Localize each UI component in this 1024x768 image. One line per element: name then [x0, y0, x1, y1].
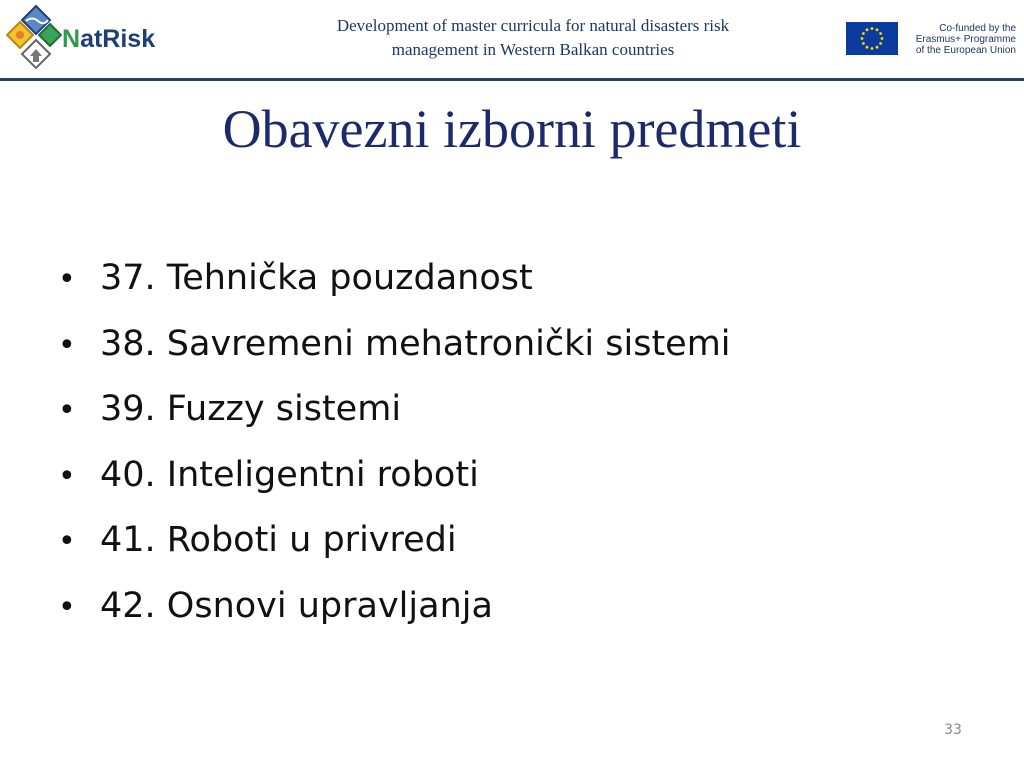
list-item-text: 42. Osnovi upravljanja — [100, 585, 493, 626]
list-item — [58, 246, 731, 312]
eu-cofunding-text — [904, 23, 1016, 56]
list-item — [58, 377, 731, 443]
eu-flag-icon — [846, 22, 898, 55]
bullet-icon: • — [58, 458, 76, 494]
bullet-icon: • — [58, 262, 76, 297]
eu-text-line-3: of the European Union — [915, 45, 1016, 56]
header-divider — [0, 78, 1024, 81]
logo-wordmark: NatRisk — [62, 25, 156, 53]
project-title-line-1: Development of master curricula for natural disasters risk — [336, 16, 730, 35]
eu-cofunding-badge — [846, 22, 1018, 58]
eu-text-line-1: Co-funded by the — [939, 23, 1016, 34]
list-item-text: 38. Savremeni mehatronički sistemi — [100, 323, 731, 364]
list-item — [58, 508, 731, 574]
course-list — [58, 246, 731, 639]
natrisk-logo — [6, 4, 166, 72]
project-title-line-2: management in Western Balkan countries — [391, 40, 675, 59]
bullet-icon: • — [58, 327, 76, 363]
slide-title: Obavezni izborni predmeti — [222, 99, 802, 159]
project-title — [240, 14, 826, 62]
list-item-text: 39. Fuzzy sistemi — [100, 389, 402, 429]
list-item — [58, 443, 731, 509]
list-item-text: 37. Tehnička pouzdanost — [100, 258, 533, 298]
header — [0, 0, 1024, 80]
list-item-text: 41. Roboti u privredi — [100, 520, 457, 560]
list-item — [58, 574, 731, 640]
list-item-text: 40. Inteligentni roboti — [100, 454, 479, 495]
bullet-icon: • — [58, 393, 76, 428]
list-item — [58, 312, 731, 378]
bullet-icon: • — [58, 524, 76, 559]
eu-text-line-2: Erasmus+ Programme — [915, 34, 1016, 45]
bullet-icon: • — [58, 589, 76, 625]
page-number: 33 — [944, 722, 962, 738]
natrisk-diamond-icon — [6, 4, 62, 72]
